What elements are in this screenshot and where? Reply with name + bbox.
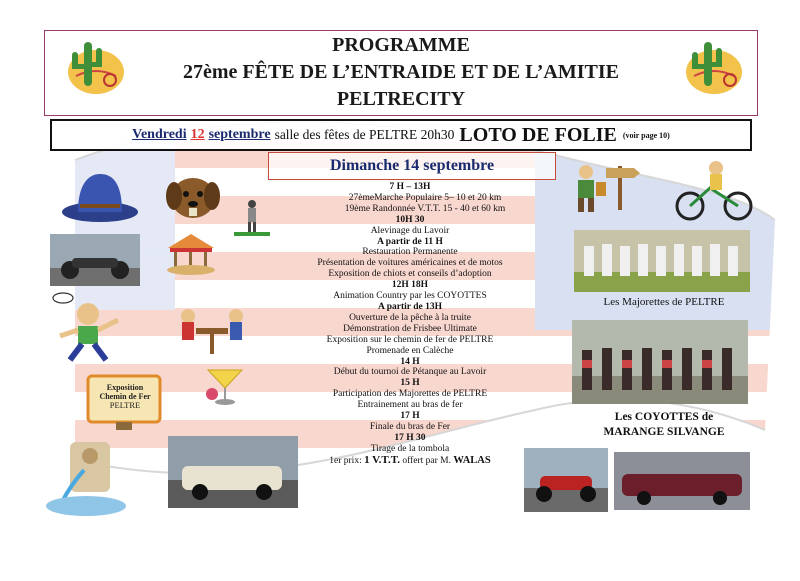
program-line: Exposition de chiots et conseils d’adoption [328, 269, 492, 280]
signpost-icon [598, 158, 644, 210]
prize-donor: WALAS [453, 454, 491, 466]
dog-icon [160, 170, 226, 222]
cyclist-icon [672, 158, 756, 222]
program-line: 17 H 30 [394, 432, 426, 443]
program-line: 19ème Randonnée V.T.T. 15 - 40 et 60 km [344, 203, 506, 214]
vendredi-location: salle des fêtes de PELTRE 20h30 [274, 127, 455, 142]
cactus-icon [60, 36, 128, 98]
vendredi-loto-title: LOTO DE FOLIE [459, 123, 617, 146]
program-line: 27èmeMarche Populaire 5– 10 et 20 km [348, 192, 502, 203]
exposition-caption-line1: Exposition [106, 383, 144, 392]
prize-line [240, 455, 580, 467]
program-line: Entrainement au bras de fer [357, 400, 463, 411]
header-title: PROGRAMME [332, 34, 470, 56]
exposition-caption-line2: Chemin de Fer [99, 392, 151, 401]
program-line: Finale du bras de Fer [369, 421, 451, 432]
program-line: 7 H – 13H [389, 182, 431, 192]
program-line: Ouverture de la pêche à la truite [349, 312, 471, 323]
exposition-caption [95, 383, 155, 410]
program-line: 12H 18H [391, 280, 429, 291]
program-line: 10H 30 [395, 214, 425, 225]
coyottes-dancers-photo [572, 320, 748, 404]
dimanche-title: Dimanche 14 septembre [329, 157, 495, 174]
program-line: Participation des Majorettes de PELTRE [332, 389, 488, 400]
carousel-icon [164, 232, 218, 276]
program-line: Animation Country par les COYOTTES [333, 291, 487, 302]
majorettes-photo [574, 230, 750, 292]
fountain-icon [40, 436, 136, 518]
coyottes-caption-line1: Les COYOTTES de [614, 411, 714, 423]
coyottes-caption-line2: MARANGE SILVANGE [603, 426, 725, 438]
program-line: 17 H [400, 411, 420, 422]
header-box [44, 30, 758, 116]
program-line: Démonstration de Frisbee Ultimate [343, 323, 477, 334]
coyottes-caption [586, 410, 742, 440]
program-line: Alevinage du Lavoir [370, 225, 450, 236]
header-subtitle: 27ème FÊTE DE L’ENTRAIDE ET DE L’AMITIE [182, 61, 619, 83]
program-line: Restauration Permanente [362, 247, 458, 258]
cowboy-hat-icon [60, 168, 140, 226]
card-players-icon [176, 300, 248, 356]
motorcycle-photo [50, 234, 140, 286]
vendredi-date-number: 12 [190, 127, 205, 142]
vendredi-month: septembre [208, 127, 271, 142]
prize-middle: offert par M. [399, 455, 454, 466]
program-line: Exposition sur le chemin de fer de PELTRE [326, 334, 494, 345]
running-man-icon [48, 300, 128, 366]
program-line: 15 H [400, 378, 420, 389]
program-line: Tirage de la tombola [370, 443, 450, 454]
program-line: Promenade en Calèche [366, 345, 454, 356]
cadillac-photo [614, 452, 750, 510]
vendredi-page-note: (voir page 10) [622, 130, 670, 140]
header-city: PELTRECITY [336, 88, 466, 110]
program-line: 14 H [400, 356, 420, 367]
program-line: A partir de 13H [378, 301, 442, 312]
vendredi-day: Vendredi [132, 127, 187, 142]
dimanche-title-box [268, 152, 556, 180]
cactus-icon [680, 36, 748, 98]
majorettes-caption: Les Majorettes de PELTRE [603, 296, 725, 308]
program-line: Début du tournoi de Pétanque au Lavoir [333, 367, 487, 378]
program-line: A partir de 11 H [377, 236, 443, 247]
prize-prefix: 1er prix: [329, 455, 365, 466]
program-list [240, 182, 580, 467]
exposition-caption-line3: PELTRE [109, 400, 141, 410]
program-line: Présentation de voitures américaines et de motos [317, 258, 503, 269]
prize-item: 1 V.T.T. [364, 453, 400, 466]
vendredi-banner [50, 119, 752, 151]
